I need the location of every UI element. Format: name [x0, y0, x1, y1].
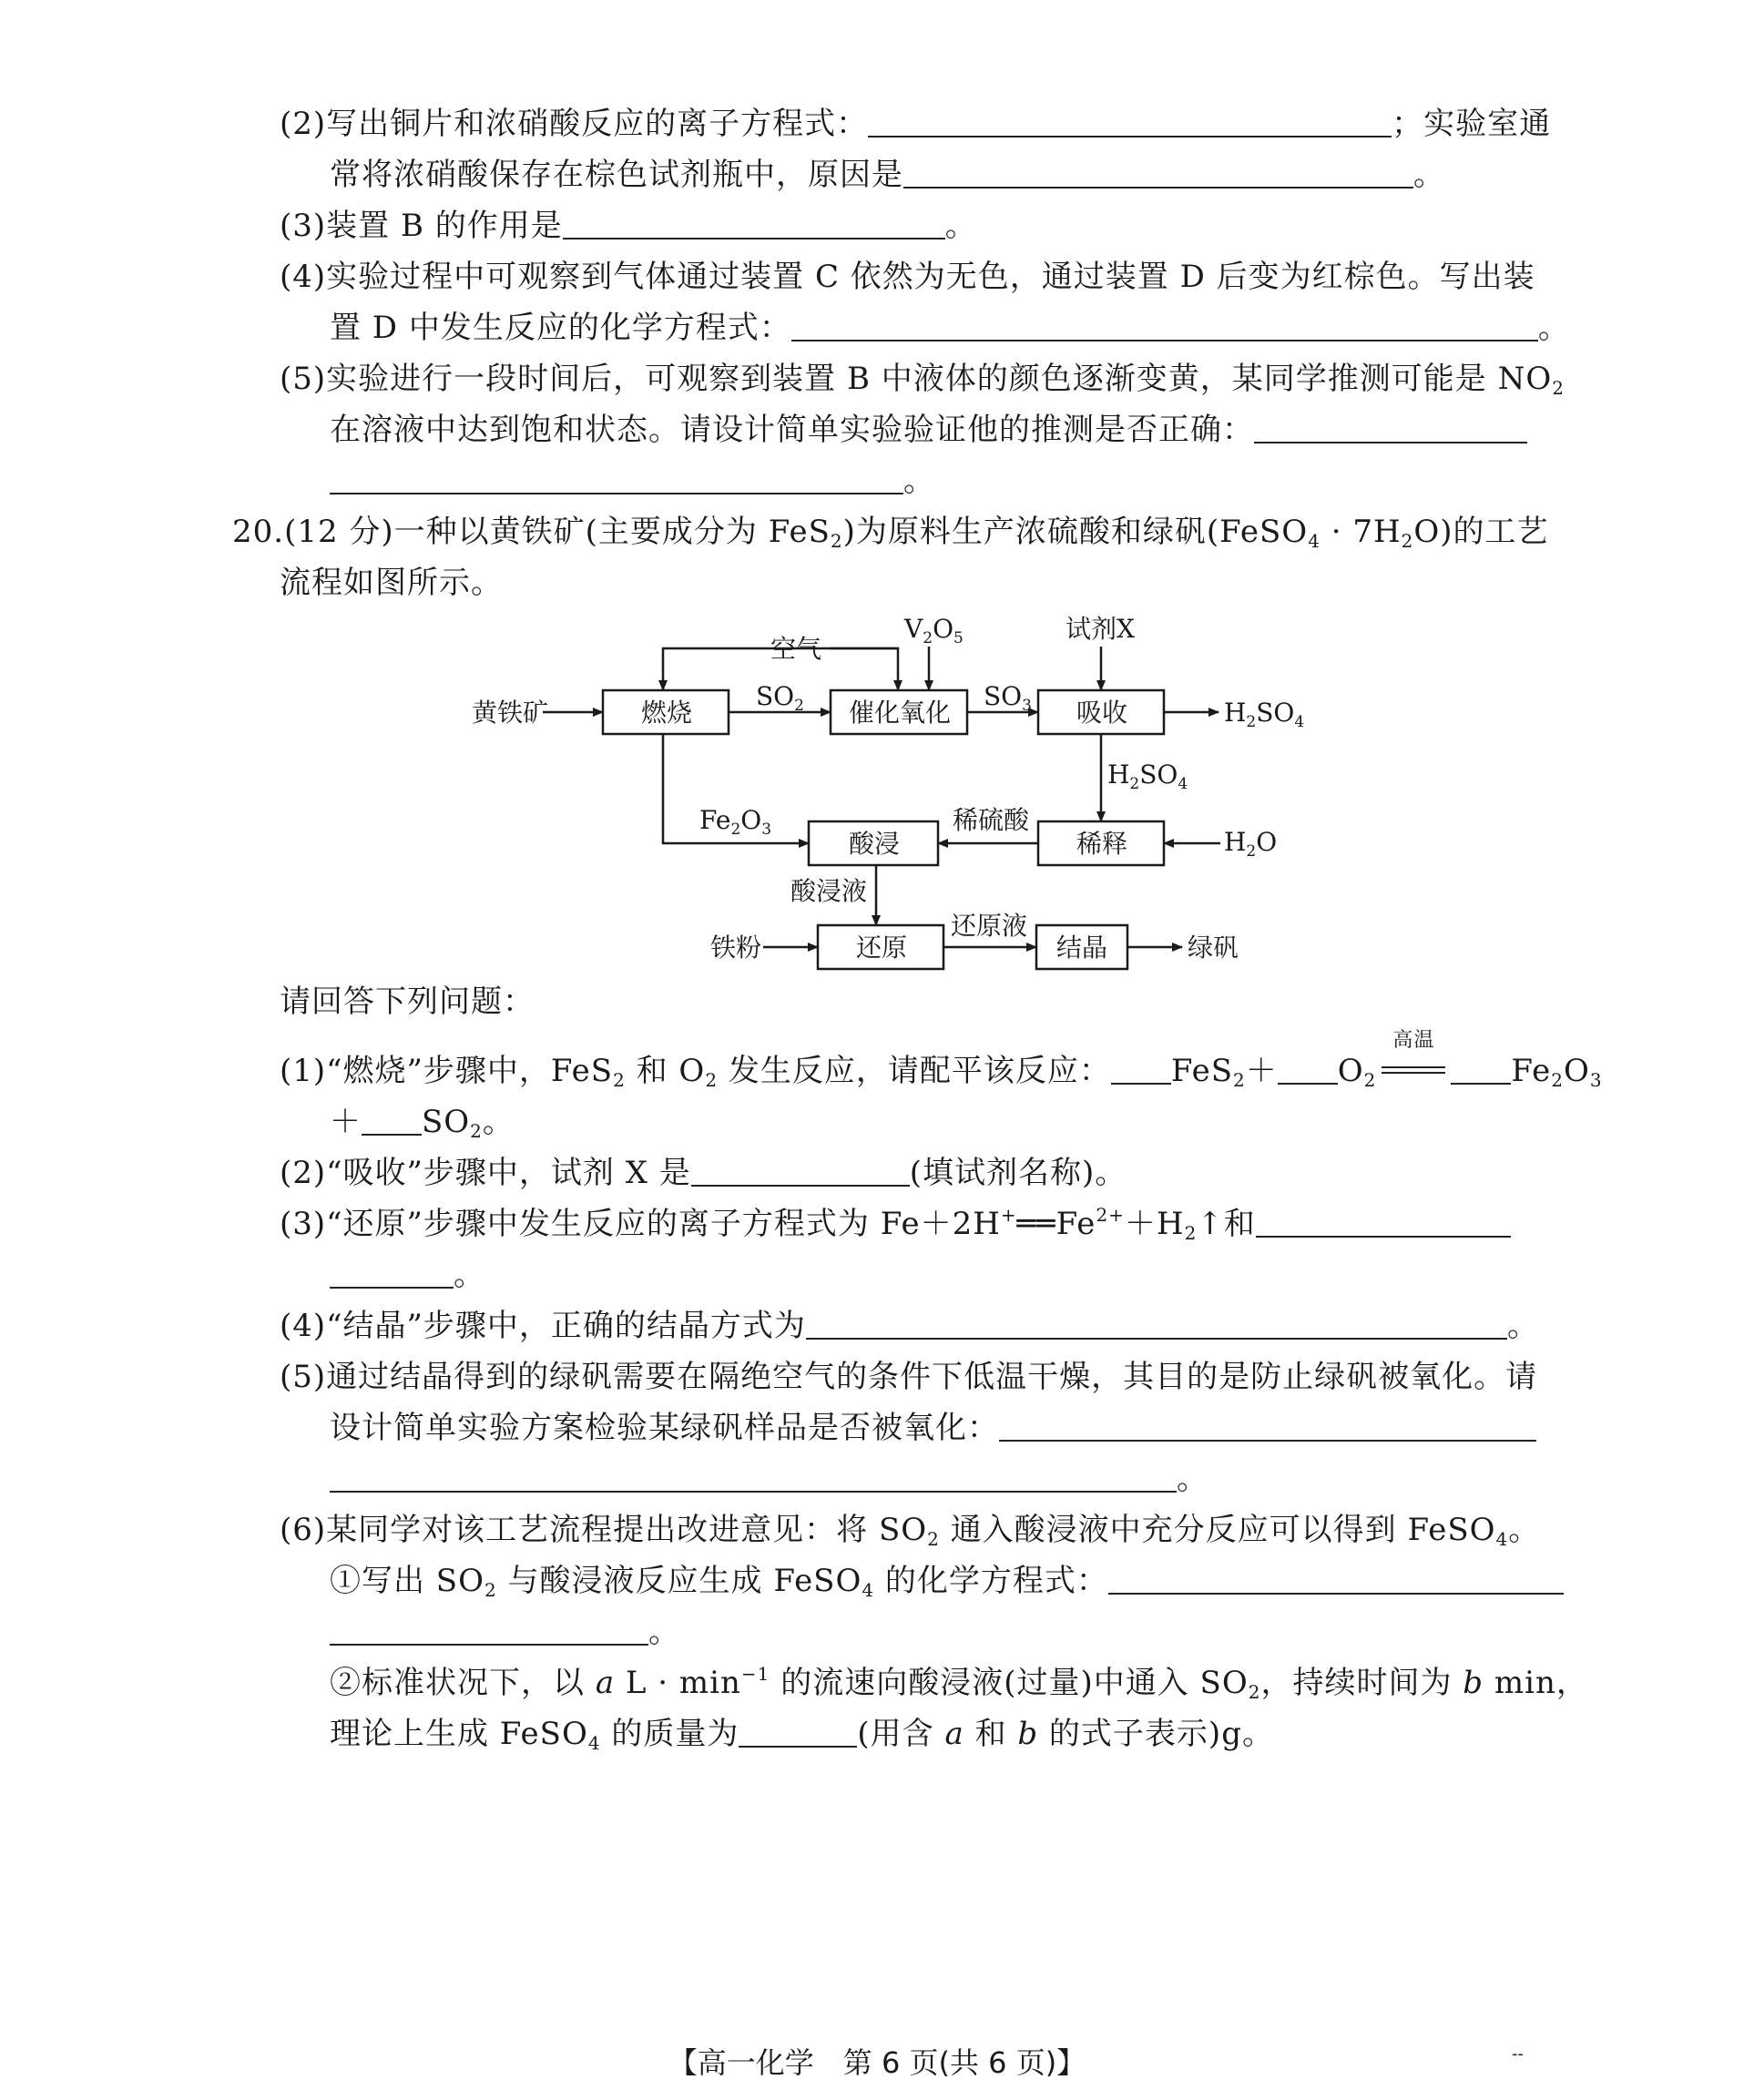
- q19-p2-text: (2)写出铜片和浓硝酸反应的离子方程式：: [280, 106, 869, 142]
- q19-part5-line3: [330, 463, 935, 499]
- label-dilute-acid: 稀硫酸: [953, 805, 1030, 835]
- q20-p3-text-d: ↑和: [1197, 1206, 1256, 1242]
- label-air: 空气: [770, 634, 822, 664]
- subscript: 2: [1233, 1069, 1246, 1091]
- q19-p5-end: 。: [903, 463, 935, 499]
- answer-blank[interactable]: [330, 1463, 1177, 1493]
- subscript: 3: [1589, 1069, 1603, 1091]
- q20-p6-1-end: 。: [648, 1614, 680, 1650]
- subscript: 2: [1184, 1222, 1198, 1244]
- q19-part4-line2: [330, 310, 1570, 346]
- subscript: 2: [484, 1579, 497, 1601]
- subscript: 2: [927, 1528, 940, 1550]
- variable-a: a: [944, 1716, 964, 1752]
- label-leach-liquid: 酸浸液: [790, 876, 868, 906]
- q20-p6-2-text-e: min，: [1484, 1665, 1588, 1701]
- q20-p4-text: (4)“结晶”步骤中，正确的结晶方式为: [280, 1308, 806, 1344]
- q19-p5-text-b: 在溶液中达到饱和状态。请设计简单实验验证他的推测是否正确：: [330, 412, 1254, 448]
- q20-p6-2-text: ②标准状况下，以: [330, 1665, 596, 1701]
- q20-part6-sub2-line2: [330, 1716, 1274, 1752]
- subscript: 4: [587, 1732, 601, 1754]
- coefficient-blank[interactable]: [362, 1106, 422, 1136]
- q20-p6-2-text-d: ，持续时间为: [1260, 1665, 1463, 1701]
- q20-p6-1-text: ①写出 SO: [330, 1563, 484, 1599]
- answer-blank[interactable]: [1108, 1565, 1564, 1595]
- superscript: 2+: [1096, 1204, 1125, 1226]
- answer-blank[interactable]: [563, 210, 945, 240]
- label-acid-leach: 酸浸: [849, 829, 901, 859]
- q20-part1-line2: [330, 1104, 515, 1140]
- q20-p3-text-b: ══Fe: [1016, 1206, 1096, 1242]
- q20-p6-1-text-c: 的化学方程式：: [874, 1563, 1108, 1599]
- answer-blank[interactable]: [739, 1718, 857, 1748]
- label-h2so4-mid: $H_2SO_4$: [1107, 759, 1188, 793]
- q20-p5-text: (5)通过结晶得到的绿矾需要在隔绝空气的条件下低温干燥，其目的是防止绿矾被氧化。请: [280, 1359, 1538, 1395]
- q20-p2-text: (2)“吸收”步骤中，试剂 X 是: [280, 1155, 691, 1191]
- q19-part4-line1: [280, 259, 1535, 295]
- q20-p3-text: (3)“还原”步骤中发生反应的离子方程式为 Fe＋2H: [280, 1206, 1001, 1242]
- q19-part2-line2: [330, 157, 1445, 193]
- q20-p6-2-text-j: 的式子表示)g。: [1038, 1716, 1274, 1752]
- subscript: 2: [613, 1069, 626, 1091]
- label-reduce-liquid: 还原液: [951, 911, 1028, 941]
- subscript: 4: [1495, 1528, 1509, 1550]
- q20-part3-line2: [330, 1257, 485, 1293]
- answer-blank[interactable]: [791, 312, 1538, 342]
- q20-part5-line1: [280, 1359, 1537, 1395]
- condition-high-temp: 高温: [1392, 1029, 1435, 1052]
- q20-part6: [280, 1512, 1540, 1548]
- answer-blank[interactable]: [806, 1310, 1507, 1340]
- label-crystallize: 结晶: [1056, 933, 1108, 963]
- label-pyrite: 黄铁矿: [472, 698, 549, 728]
- q20-p1-end: 。: [482, 1104, 515, 1140]
- q20-p3-text-c: ＋H: [1124, 1206, 1185, 1242]
- equals-double-line: [1382, 1066, 1445, 1074]
- superscript: −1: [740, 1663, 770, 1685]
- q20-p2-text-b: (填试剂名称)。: [909, 1155, 1127, 1191]
- q20-p1-text-c: 发生反应，请配平该反应：: [718, 1053, 1111, 1089]
- plus-sign: ＋: [1245, 1053, 1278, 1089]
- q19-p2-text-c: 常将浓硝酸保存在棕色试剂瓶中，原因是: [330, 157, 903, 193]
- q19-p2-text-b: ；实验室通: [1392, 106, 1552, 142]
- subscript: 4: [1308, 530, 1321, 552]
- variable-b: b: [1017, 1716, 1039, 1752]
- q19-p4-text: (4)实验过程中可观察到气体通过装置 C 依然为无色，通过装置 D 后变为红棕色。写出装: [280, 259, 1535, 295]
- q20-intro-line1: [232, 514, 1549, 550]
- label-h2o: $H_2O$: [1224, 827, 1278, 861]
- label-reduce: 还原: [856, 933, 908, 963]
- q20-p1-text: (1)“燃烧”步骤中，FeS: [280, 1053, 614, 1089]
- q19-p3-text: (3)装置 B 的作用是: [280, 208, 563, 244]
- label-h2so4-product: $H_2SO_4$: [1224, 698, 1305, 731]
- formula-fes2: FeS: [1170, 1053, 1234, 1089]
- arrow-air-catalytic: [831, 648, 898, 690]
- answer-blank[interactable]: [868, 108, 1392, 138]
- answer-blank[interactable]: [903, 159, 1413, 189]
- q20-p4-end: 。: [1506, 1308, 1539, 1344]
- q20-p6-2-text-i: 和: [964, 1716, 1018, 1752]
- formula-so2: SO: [422, 1104, 471, 1140]
- q20-part1-line1: [280, 1029, 1603, 1091]
- answer-blank[interactable]: [330, 1259, 454, 1289]
- q20-p6-text: (6)某同学对该工艺流程提出改进意见：将 SO: [280, 1512, 928, 1548]
- variable-b: b: [1463, 1665, 1484, 1701]
- q20-intro-text-5: 流程如图所示。: [280, 565, 503, 601]
- q19-p4-end: 。: [1537, 310, 1570, 346]
- q20-p6-2-text-c: 的流速向酸浸液(过量)中通入 SO: [770, 1665, 1249, 1701]
- subscript: 2: [470, 1120, 483, 1142]
- answer-blank[interactable]: [999, 1412, 1536, 1442]
- subscript: 2: [1248, 1681, 1261, 1703]
- q20-p6-2-text-h: (用含: [857, 1716, 945, 1752]
- label-dilute: 稀释: [1076, 829, 1128, 859]
- q19-part2-line1: [280, 106, 1551, 142]
- q20-p6-2-text-g: 的质量为: [600, 1716, 739, 1752]
- q19-p3-end: 。: [944, 208, 977, 244]
- q20-prompt-text: 请回答下列问题：: [280, 984, 535, 1020]
- reaction-condition: [1382, 1029, 1445, 1089]
- label-burn: 燃烧: [641, 698, 693, 728]
- q20-intro-text: 20.(12 分)一种以黄铁矿(主要成分为 FeS: [232, 514, 831, 550]
- label-catalytic: 催化氧化: [849, 698, 952, 728]
- subscript: 2: [705, 1069, 719, 1091]
- subscript: 4: [862, 1579, 875, 1601]
- q20-intro-line2: [280, 565, 503, 601]
- q20-p3-end: 。: [454, 1257, 485, 1293]
- q19-part5-line1: [280, 361, 1565, 397]
- q19-p4-text-b: 置 D 中发生反应的化学方程式：: [330, 310, 791, 346]
- subscript: 2: [1363, 1069, 1377, 1091]
- q20-part3-line1: [280, 1206, 1511, 1242]
- q20-part5-line3: [330, 1461, 1208, 1497]
- q19-p2-end: 。: [1413, 157, 1445, 193]
- q20-part6-sub1-line1: [330, 1563, 1564, 1599]
- label-fe2o3: $Fe_2O_3$: [699, 805, 772, 839]
- plus-sign: ＋: [330, 1104, 362, 1140]
- subscript: 2: [1401, 530, 1414, 552]
- q20-prompt: [280, 984, 535, 1020]
- q20-p5-end: 。: [1177, 1461, 1208, 1497]
- answer-blank[interactable]: [1254, 414, 1527, 443]
- q20-part2: [280, 1155, 1127, 1191]
- corner-mark: --: [1512, 2044, 1524, 2064]
- variable-a: a: [595, 1665, 616, 1701]
- label-absorb: 吸收: [1076, 698, 1128, 728]
- q20-p6-1-text-b: 与酸浸液反应生成 FeSO: [496, 1563, 862, 1599]
- q20-intro-text-3: · 7H: [1320, 514, 1402, 550]
- q20-intro-text-4: O)的工艺: [1413, 514, 1549, 550]
- formula-fe2o3: Fe: [1511, 1053, 1552, 1089]
- subscript: 2: [1551, 1069, 1564, 1091]
- label-reagent-x: 试剂X: [1066, 614, 1135, 644]
- q20-p6-2-text-f: 理论上生成 FeSO: [330, 1716, 588, 1752]
- label-green-vitriol: 绿矾: [1188, 933, 1239, 963]
- coefficient-blank[interactable]: [1111, 1055, 1171, 1085]
- superscript: +: [1000, 1204, 1017, 1226]
- q20-part4: [280, 1308, 1539, 1344]
- coefficient-blank[interactable]: [1278, 1055, 1338, 1085]
- label-so2: $SO_2$: [756, 681, 804, 715]
- answer-blank[interactable]: [691, 1157, 910, 1187]
- q19-part3: [280, 208, 977, 244]
- q20-part6-sub2-line1: [330, 1665, 1588, 1701]
- process-flow-diagram: [0, 610, 1754, 993]
- q20-part5-line2: [330, 1410, 1536, 1446]
- label-iron-powder: 铁粉: [710, 933, 762, 963]
- q19-p5-text: (5)实验进行一段时间后，可观察到装置 B 中液体的颜色逐渐变黄，某同学推测可能是 NO: [280, 361, 1553, 397]
- label-so3: $SO_3$: [984, 681, 1032, 715]
- subscript: 2: [830, 530, 843, 552]
- answer-blank[interactable]: [330, 1616, 648, 1646]
- q20-part6-sub1-line2: [330, 1614, 680, 1650]
- q20-intro-text-2: )为原料生产浓硫酸和绿矾(FeSO: [842, 514, 1309, 550]
- formula-o2: O: [1337, 1053, 1364, 1089]
- answer-blank[interactable]: [330, 465, 903, 494]
- q19-part5-line2: [330, 412, 1527, 448]
- coefficient-blank[interactable]: [1451, 1055, 1511, 1085]
- q20-p1-text-b: 和 O: [625, 1053, 706, 1089]
- label-v2o5: $V_2O_5$: [904, 614, 964, 647]
- page-footer: 【高一化学 第 6 页(共 6 页)】: [668, 2045, 1086, 2080]
- formula-fe2o3-o: O: [1563, 1053, 1590, 1089]
- q20-p5-text-b: 设计简单实验方案检验某绿矾样品是否被氧化：: [330, 1410, 999, 1446]
- q20-p6-2-text-b: L · min: [615, 1665, 741, 1701]
- answer-blank[interactable]: [1256, 1208, 1511, 1238]
- q20-p6-end: 。: [1508, 1512, 1541, 1548]
- subscript: 2: [1552, 377, 1565, 399]
- q20-p6-text-b: 通入酸浸液中充分反应可以得到 FeSO: [939, 1512, 1496, 1548]
